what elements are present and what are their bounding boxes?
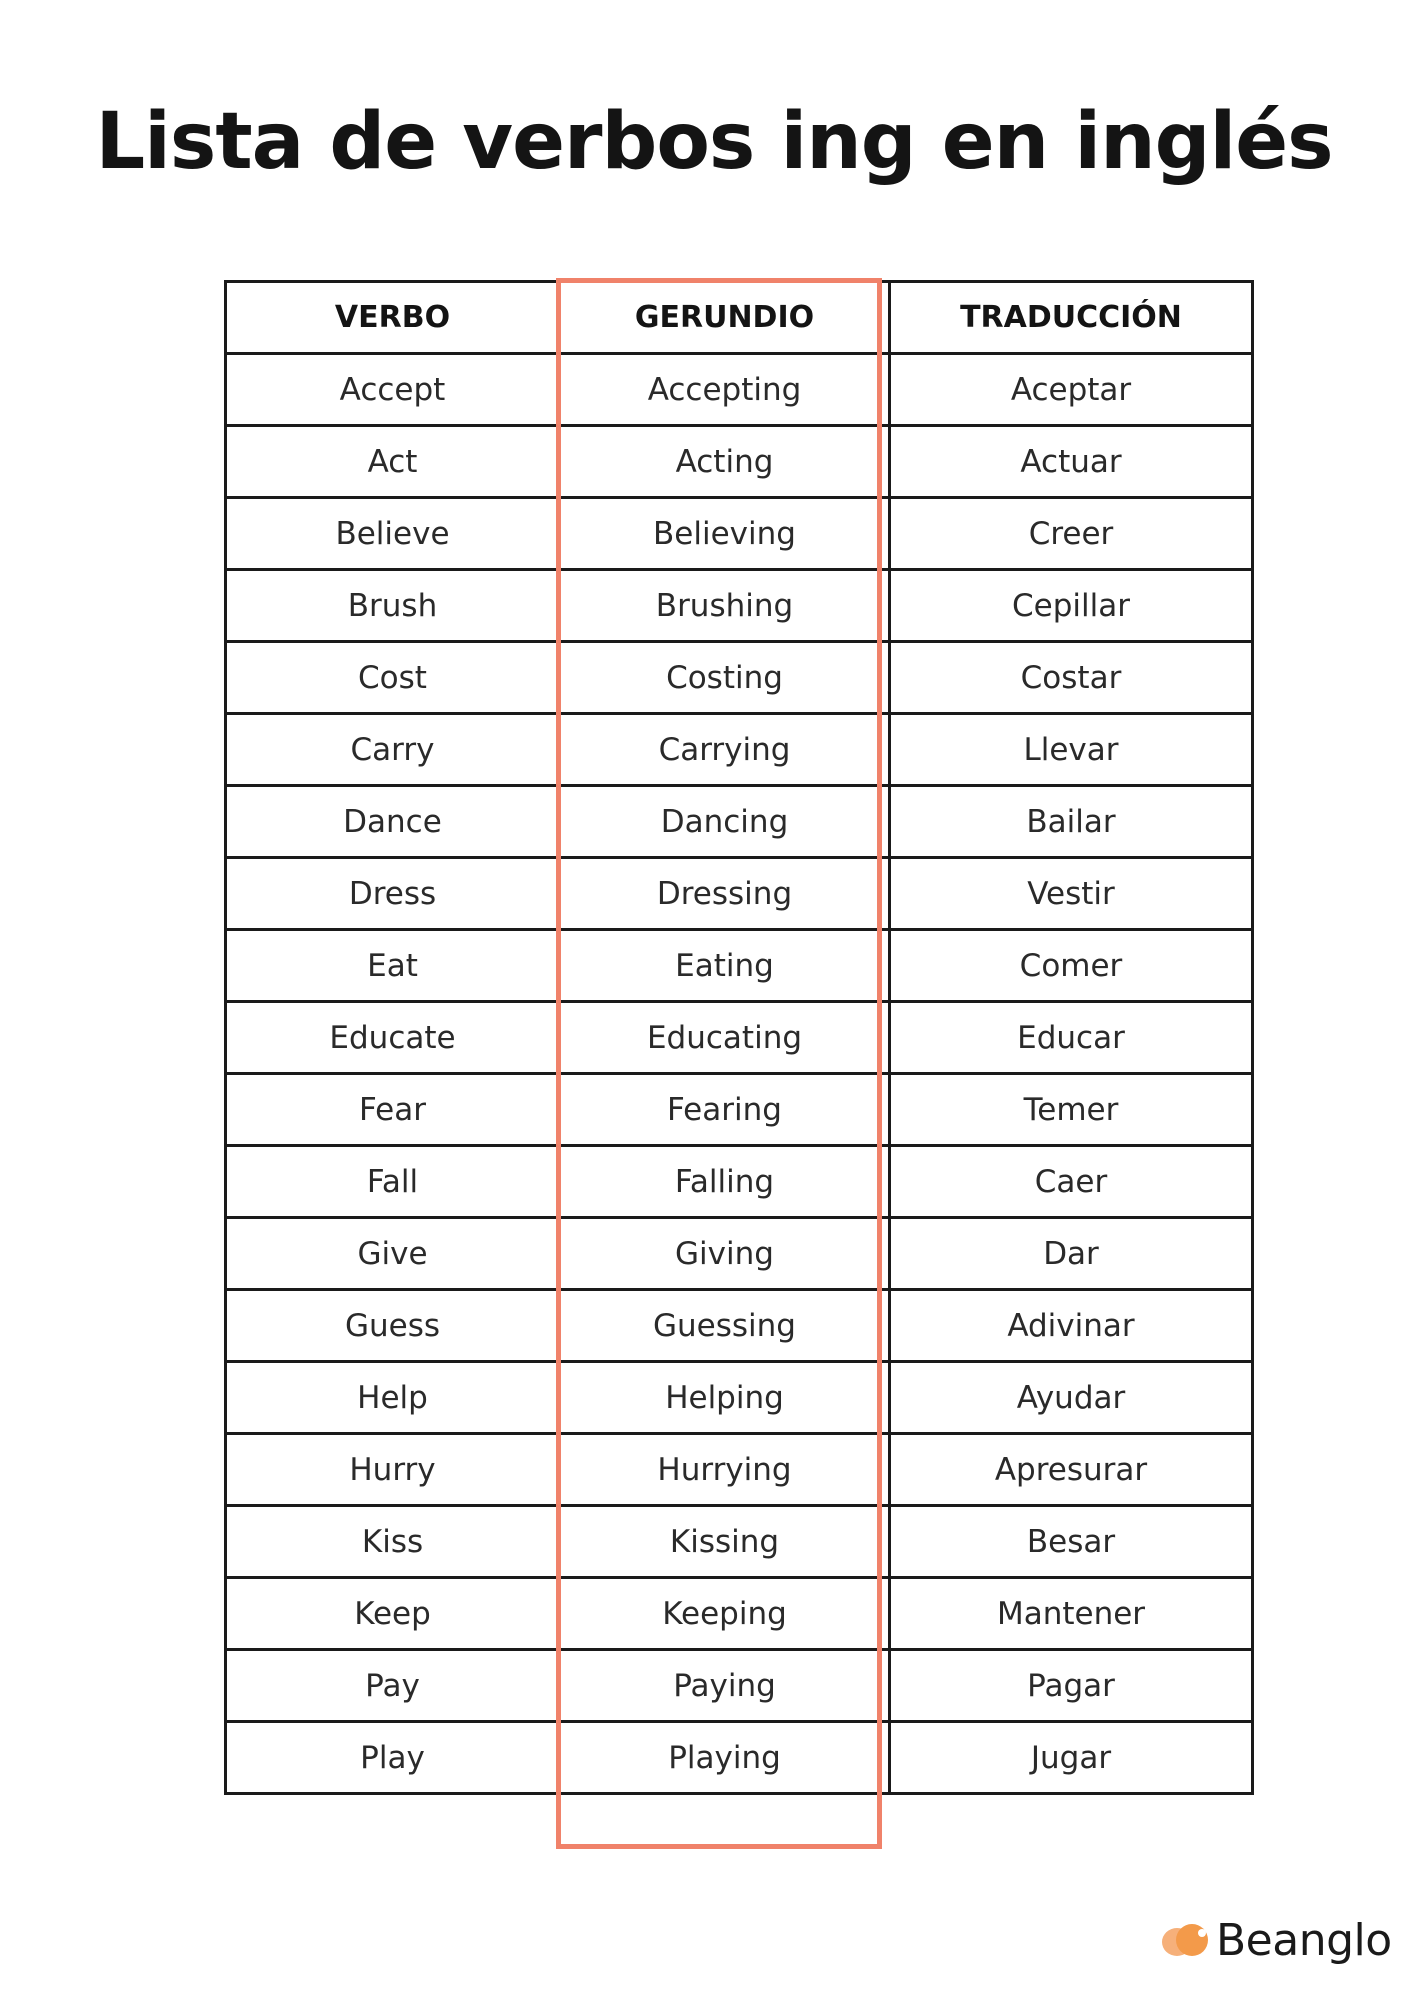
cell-verbo: Guess (226, 1290, 560, 1362)
table-row (226, 1146, 1253, 1218)
cell-traduccion: Vestir (890, 858, 1253, 930)
cell-verbo: Pay (226, 1650, 560, 1722)
cell-verbo: Give (226, 1218, 560, 1290)
cell-verbo: Carry (226, 714, 560, 786)
cell-traduccion: Costar (890, 642, 1253, 714)
header-traduccion: TRADUCCIÓN (890, 282, 1253, 354)
table-row (226, 1290, 1253, 1362)
cell-verbo: Accept (226, 354, 560, 426)
table-header-row (226, 282, 1253, 354)
header-verbo: VERBO (226, 282, 560, 354)
cell-gerundio: Hurrying (560, 1434, 890, 1506)
header-gerundio: GERUNDIO (560, 282, 890, 354)
cell-traduccion: Ayudar (890, 1362, 1253, 1434)
cell-gerundio: Believing (560, 498, 890, 570)
cell-traduccion: Aceptar (890, 354, 1253, 426)
table-row (226, 426, 1253, 498)
table-row (226, 570, 1253, 642)
cell-verbo: Brush (226, 570, 560, 642)
cell-verbo: Kiss (226, 1506, 560, 1578)
cell-gerundio: Costing (560, 642, 890, 714)
cell-traduccion: Pagar (890, 1650, 1253, 1722)
cell-gerundio: Educating (560, 1002, 890, 1074)
cell-traduccion: Mantener (890, 1578, 1253, 1650)
cell-verbo: Dress (226, 858, 560, 930)
cell-gerundio: Acting (560, 426, 890, 498)
table-row (226, 1722, 1253, 1794)
table-row (226, 1650, 1253, 1722)
cell-gerundio: Dancing (560, 786, 890, 858)
cell-traduccion: Temer (890, 1074, 1253, 1146)
table-row (226, 858, 1253, 930)
cell-traduccion: Actuar (890, 426, 1253, 498)
cell-verbo: Act (226, 426, 560, 498)
cell-gerundio: Accepting (560, 354, 890, 426)
table-row (226, 1434, 1253, 1506)
cell-gerundio: Paying (560, 1650, 890, 1722)
brand-logo (1160, 1910, 1392, 1970)
cell-traduccion: Creer (890, 498, 1253, 570)
cell-verbo: Play (226, 1722, 560, 1794)
cell-traduccion: Cepillar (890, 570, 1253, 642)
cell-gerundio: Kissing (560, 1506, 890, 1578)
table-row (226, 354, 1253, 426)
cell-verbo: Hurry (226, 1434, 560, 1506)
table-row (226, 1074, 1253, 1146)
table-row (226, 642, 1253, 714)
cell-gerundio: Carrying (560, 714, 890, 786)
cell-traduccion: Jugar (890, 1722, 1253, 1794)
table-row (226, 930, 1253, 1002)
cell-traduccion: Apresurar (890, 1434, 1253, 1506)
table-row (226, 1578, 1253, 1650)
cell-traduccion: Caer (890, 1146, 1253, 1218)
cell-verbo: Educate (226, 1002, 560, 1074)
table-row (226, 498, 1253, 570)
cell-verbo: Eat (226, 930, 560, 1002)
cell-traduccion: Llevar (890, 714, 1253, 786)
table-row (226, 1362, 1253, 1434)
cell-verbo: Dance (226, 786, 560, 858)
page-title: Lista de verbos ing en inglés (95, 97, 1333, 187)
verb-table-container (224, 280, 1251, 1795)
cell-verbo: Help (226, 1362, 560, 1434)
table-row (226, 1002, 1253, 1074)
cell-gerundio: Fearing (560, 1074, 890, 1146)
cell-gerundio: Dressing (560, 858, 890, 930)
table-row (226, 1506, 1253, 1578)
cell-verbo: Fall (226, 1146, 560, 1218)
verb-table (224, 280, 1254, 1795)
cell-gerundio: Brushing (560, 570, 890, 642)
cell-gerundio: Falling (560, 1146, 890, 1218)
table-body (226, 354, 1253, 1794)
cell-traduccion: Comer (890, 930, 1253, 1002)
table-row (226, 714, 1253, 786)
cell-verbo: Fear (226, 1074, 560, 1146)
cell-gerundio: Keeping (560, 1578, 890, 1650)
table-row (226, 786, 1253, 858)
cell-verbo: Keep (226, 1578, 560, 1650)
cell-traduccion: Besar (890, 1506, 1253, 1578)
cell-verbo: Cost (226, 642, 560, 714)
brand-name: Beanglo (1216, 1914, 1392, 1966)
bean-logo-icon (1160, 1920, 1210, 1960)
cell-gerundio: Playing (560, 1722, 890, 1794)
cell-gerundio: Helping (560, 1362, 890, 1434)
cell-traduccion: Adivinar (890, 1290, 1253, 1362)
cell-gerundio: Giving (560, 1218, 890, 1290)
cell-gerundio: Eating (560, 930, 890, 1002)
cell-verbo: Believe (226, 498, 560, 570)
cell-traduccion: Educar (890, 1002, 1253, 1074)
cell-gerundio: Guessing (560, 1290, 890, 1362)
cell-traduccion: Dar (890, 1218, 1253, 1290)
table-row (226, 1218, 1253, 1290)
cell-traduccion: Bailar (890, 786, 1253, 858)
